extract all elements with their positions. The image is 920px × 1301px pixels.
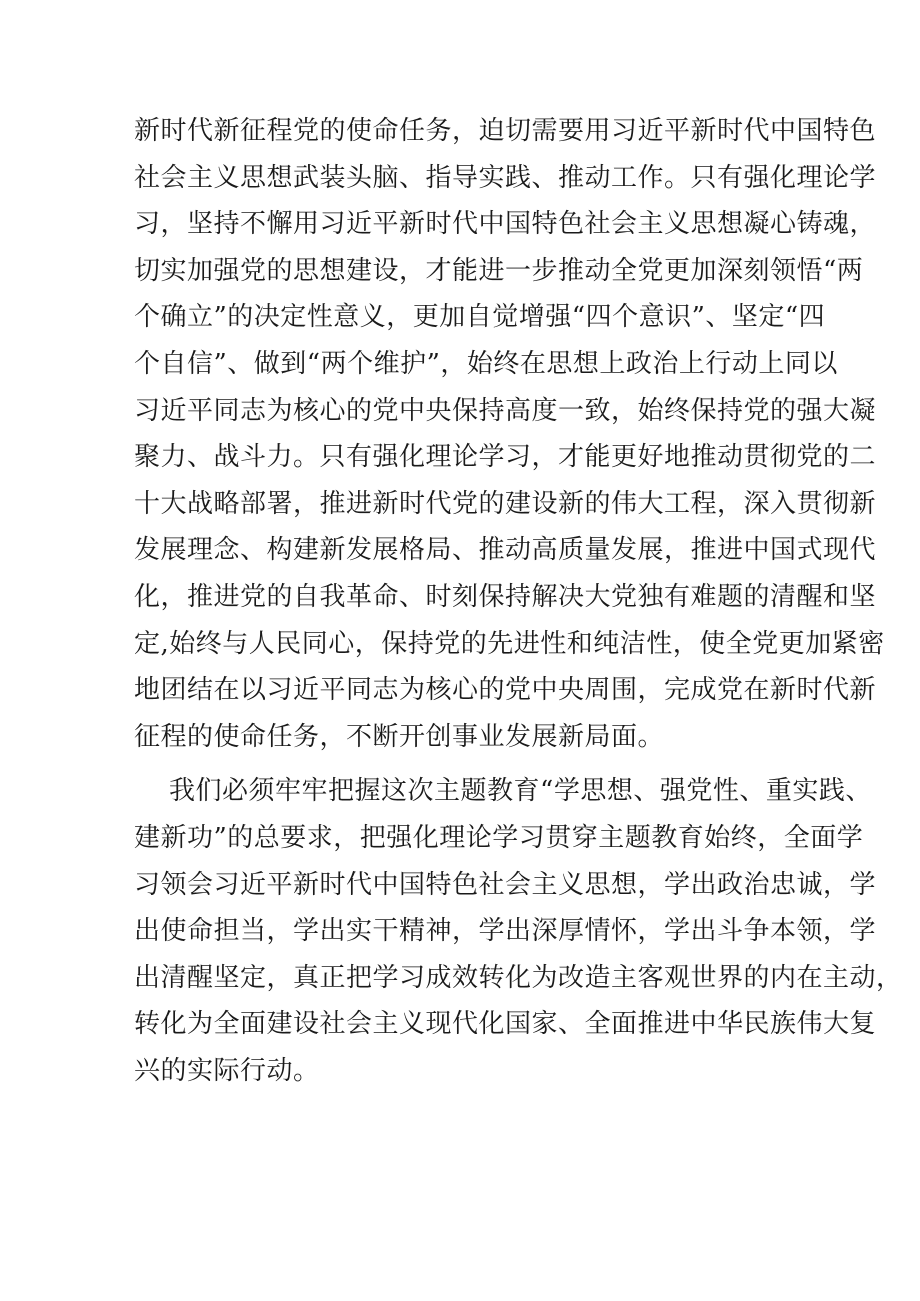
- text-line: 出使命担当，学出实干精神，学出深厚情怀，学出斗争本领，学: [134, 916, 877, 947]
- text-line: 习，坚持不懈用习近平新时代中国特色社会主义思想凝心铸魂，: [134, 209, 877, 240]
- text-line: 新时代新征程党的使命任务，迫切需要用习近平新时代中国特色: [134, 116, 877, 146]
- text-line: 社会主义思想武装头脑、指导实践、推动工作。只有强化理论学: [134, 162, 877, 193]
- text-line: 习领会习近平新时代中国特色社会主义思想，学出政治忠诚，学: [134, 869, 877, 900]
- text-line: 聚力、战斗力。只有强化理论学习，才能更好地推动贯彻党的二: [134, 442, 877, 473]
- document-body: [134, 108, 903, 1094]
- text-line: 建新功”的总要求，把强化理论学习贯穿主题教育始终，全面学: [134, 822, 864, 853]
- text-line: 个自信”、做到“两个维护”，始终在思想上政治上行动上同以: [134, 348, 838, 379]
- text-line: 地团结在以习近平同志为核心的党中央周围，完成党在新时代新: [134, 675, 877, 706]
- paragraph-2: [134, 768, 903, 1094]
- text-line: 发展理念、构建新发展格局、推动高质量发展，推进中国式现代: [134, 535, 877, 566]
- text-line: 定,始终与人民同心，保持党的先进性和纯洁性，使全党更加紧密: [134, 628, 885, 659]
- paragraph-1: [134, 108, 885, 760]
- text-line: 兴的实际行动。: [134, 1055, 320, 1086]
- text-line: 征程的使命任务，不断开创事业发展新局面。: [134, 721, 665, 752]
- text-line: 出清醒坚定，真正把学习成效转化为改造主客观世界的内在主动，: [134, 962, 903, 993]
- paragraph-spacer: [134, 760, 814, 768]
- text-line: 十大战略部署，推进新时代党的建设新的伟大工程，深入贯彻新: [134, 488, 877, 519]
- text-line: 化，推进党的自我革命、时刻保持解决大党独有难题的清醒和坚: [134, 581, 877, 612]
- text-line: 个确立”的决定性意义，更加自觉增强“四个意识”、坚定“四: [134, 302, 826, 333]
- text-line: 转化为全面建设社会主义现代化国家、全面推进中华民族伟大复: [134, 1009, 877, 1040]
- text-line: 我们必须牢牢把握这次主题教育“学思想、强党性、重实践、: [134, 776, 872, 807]
- text-line: 切实加强党的思想建设，才能进一步推动全党更加深刻领悟“两: [134, 255, 864, 286]
- text-line: 习近平同志为核心的党中央保持高度一致，始终保持党的强大凝: [134, 395, 877, 426]
